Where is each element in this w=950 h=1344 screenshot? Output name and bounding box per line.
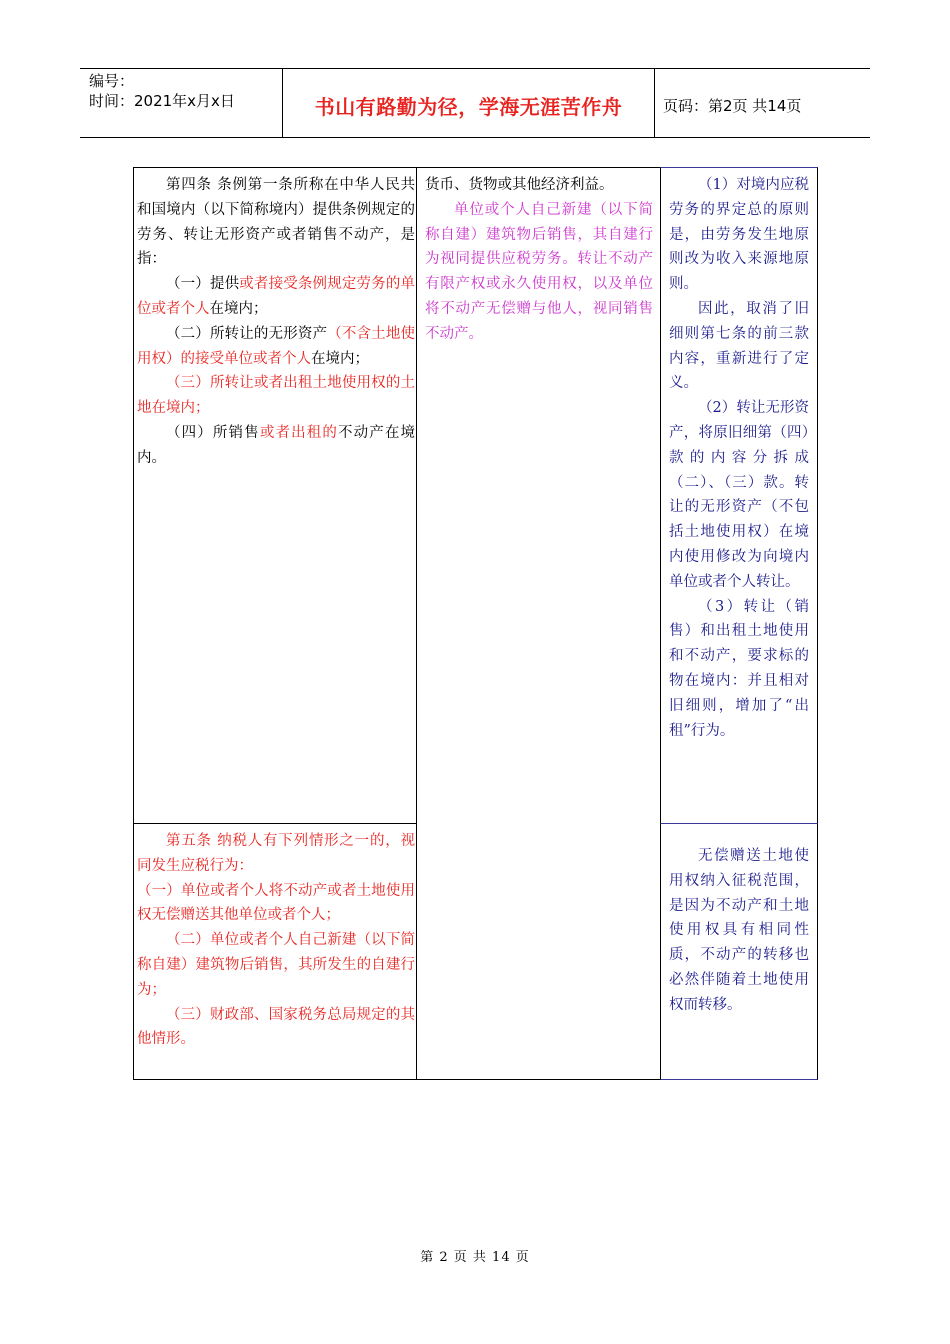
comparison-table [133, 167, 818, 1080]
art5-item3: （三）财政部、国家税务总局规定的其他情形。 [137, 1006, 415, 1048]
old-rule-p2: 单位或个人自己新建（以下简称自建）建筑物后销售，其自建行为视同提供应税劳务。转让不动产有限产权或永久使用权，以及单位将不动产无偿赠与他人，视同销售不动产。 [425, 201, 653, 342]
notes-cell-2 [660, 823, 818, 1080]
article-4-cell [133, 167, 417, 824]
note-2: 因此，取消了旧细则第七条的前三款内容，重新进行了定义。 [669, 300, 809, 392]
art4-intro: 第四条 条例第一条所称在中华人民共和国境内（以下简称境内）提供条例规定的劳务、转让无形资产或者销售不动产，是指： [137, 177, 415, 268]
art5-item2: （二）单位或者个人自己新建（以下简称自建）建筑物后销售，其所发生的自建行为； [137, 932, 415, 998]
note-5: 无偿赠送土地使用权纳入征税范围，是因为不动产和土地使用权具有相同性质，不动产的转移也必然伴随着土地使用权而转移。 [669, 848, 809, 1013]
art5-item1: （一）单位或者个人将不动产或者土地使用权无偿赠送其他单位或者个人； [137, 882, 415, 924]
header-meta [80, 69, 282, 137]
notes-cell-1 [660, 167, 818, 824]
art4-item3: （三）所转让或者出租土地使用权的土地在境内； [137, 375, 415, 417]
article-5-cell [133, 823, 417, 1080]
note-1: （1）对境内应税劳务的界定总的原则是，由劳务发生地原则改为收入来源地原则。 [669, 177, 809, 293]
old-rule-p1: 货币、货物或其他经济利益。 [425, 177, 614, 193]
header-motto: 书山有路勤为径，学海无涯苦作舟 [282, 69, 655, 137]
art5-intro: 第五条 纳税人有下列情形之一的，视同发生应税行为： [137, 833, 415, 874]
page-header [80, 68, 870, 138]
document-time: 时间：2021年x月x日 [89, 92, 235, 110]
document-number: 编号： [89, 72, 135, 90]
note-3: （2）转让无形资产，将原旧细第（四）款的内容分拆成（二）、（三）款。转让的无形资产（不包括土地使用权）在境内使用修改为向境内单位或者个人转让。 [669, 400, 809, 590]
art4-item1: （一）提供或者接受条例规定劳务的单位或者个人在境内； [137, 276, 415, 317]
header-page-info: 页码：第2页 共14页 [663, 96, 802, 115]
note-4: （3）转让（销售）和出租土地使用和不动产，要求标的物在境内：并且相对旧细则，增加了“出租”行为。 [669, 598, 809, 739]
art4-item4: （四）所销售或者出租的不动产在境内。 [137, 424, 416, 466]
art4-item2: （二）所转让的无形资产（不含土地使用权）的接受单位或者个人在境内； [137, 325, 415, 367]
old-rule-cell [416, 167, 661, 1080]
page-footer: 第 2 页 共 14 页 [420, 1250, 530, 1265]
